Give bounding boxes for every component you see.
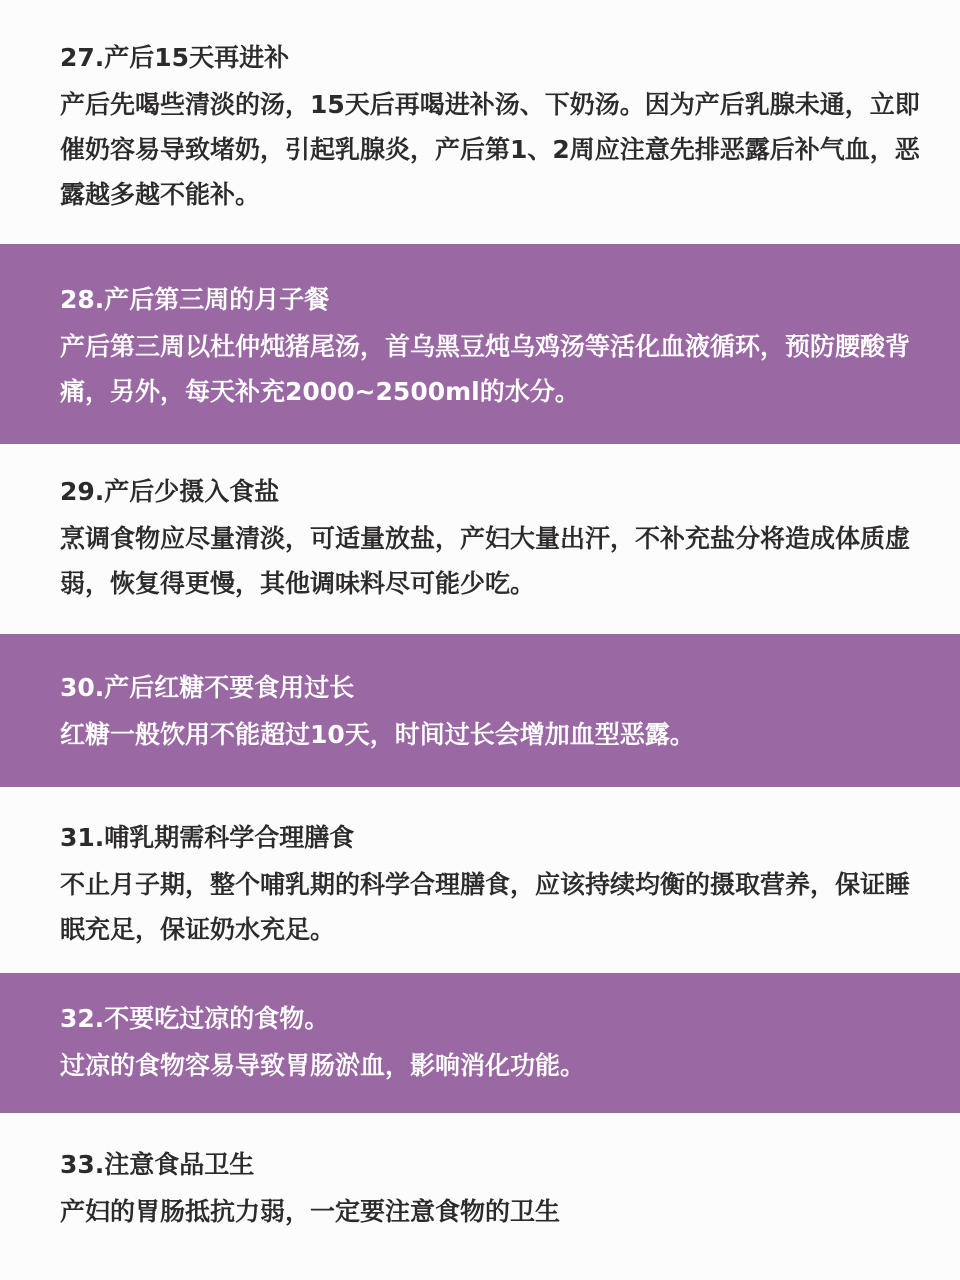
tip-section-31 <box>0 787 960 973</box>
tip-section-30 <box>0 634 960 787</box>
tip-section-33 <box>0 1113 960 1280</box>
tip-body: 过凉的食物容易导致胃肠淤血，影响消化功能。 <box>60 1051 586 1080</box>
tip-title: 27.产后15天再进补 <box>60 43 290 72</box>
tip-title: 28.产后第三周的月子餐 <box>60 285 330 314</box>
tip-body: 产妇的胃肠抵抗力弱，一定要注意食物的卫生 <box>60 1197 561 1226</box>
tip-title: 29.产后少摄入食盐 <box>60 477 280 506</box>
tip-title: 32.不要吃过凉的食物。 <box>60 1004 330 1033</box>
tip-section-27 <box>0 0 960 244</box>
tip-section-28 <box>0 244 960 444</box>
tip-body: 烹调食物应尽量清淡，可适量放盐，产妇大量出汗，不补充盐分将造成体质虚弱，恢复得更慢，其他调味料尽可能少吃。 <box>60 524 911 598</box>
tip-body: 产后第三周以杜仲炖猪尾汤，首乌黑豆炖乌鸡汤等活化血液循环，预防腰酸背痛，另外，每天补充2000~2500ml的水分。 <box>60 332 911 406</box>
tip-title: 30.产后红糖不要食用过长 <box>60 673 355 702</box>
tip-body: 不止月子期，整个哺乳期的科学合理膳食，应该持续均衡的摄取营养，保证睡眠充足，保证奶水充足。 <box>60 870 911 944</box>
tip-section-32 <box>0 973 960 1113</box>
tip-body: 产后先喝些清淡的汤，15天后再喝进补汤、下奶汤。因为产后乳腺未通，立即催奶容易导致堵奶，引起乳腺炎，产后第1、2周应注意先排恶露后补气血，恶露越多越不能补。 <box>60 90 920 209</box>
tip-title: 31.哺乳期需科学合理膳食 <box>60 823 355 852</box>
tip-title: 33.注意食品卫生 <box>60 1150 255 1179</box>
tip-section-29 <box>0 444 960 634</box>
tip-body: 红糖一般饮用不能超过10天，时间过长会增加血型恶露。 <box>60 720 695 749</box>
